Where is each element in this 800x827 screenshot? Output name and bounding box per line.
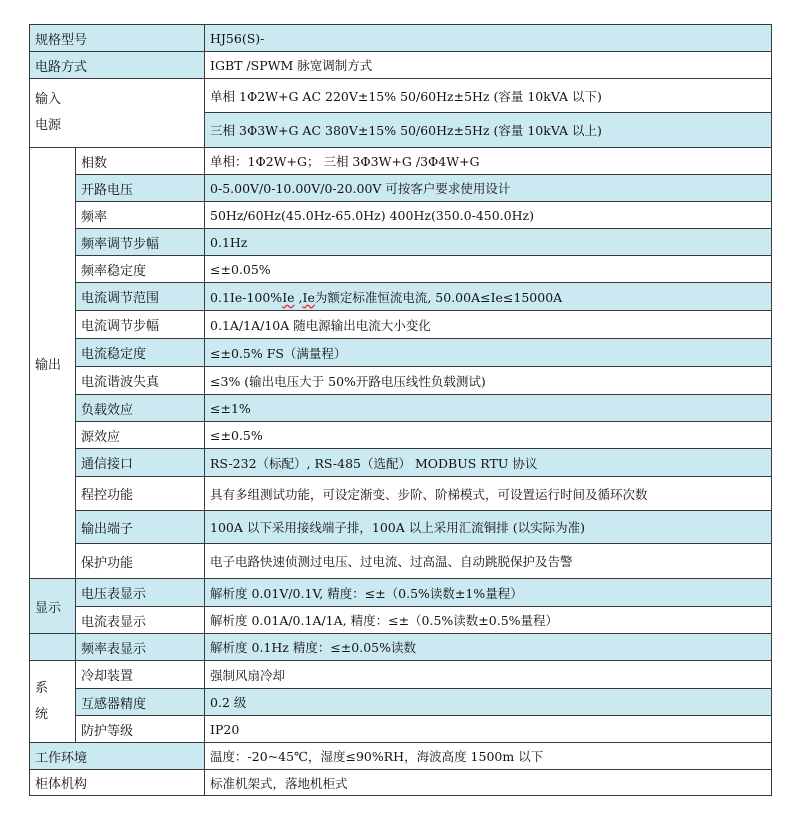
environment-label: 工作环境: [30, 743, 205, 770]
current-range-text: 0.1Ie-100%: [210, 289, 283, 305]
model-value: HJ56(S)-: [205, 25, 772, 52]
output-item-label: 通信接口: [76, 449, 205, 477]
table-row: [30, 607, 772, 634]
output-item-value: 0.1A/1A/10A 随电源输出电流大小变化: [205, 311, 772, 339]
output-item-value: 电子电路快速侦测过电压、过电流、过高温、自动跳脱保护及告警: [205, 544, 772, 579]
input-power-label: [30, 79, 205, 148]
table-row: [30, 311, 772, 339]
current-range-text: ,: [294, 289, 303, 305]
output-item-value: ≤±1%: [205, 395, 772, 422]
circuit-value: IGBT /SPWM 脉宽调制方式: [205, 52, 772, 79]
output-item-label: 保护功能: [76, 544, 205, 579]
display-item-label: 电流表显示: [76, 607, 205, 634]
display-item-value: 解析度 0.1Hz 精度：≤±0.05%读数: [205, 634, 772, 661]
output-item-label: 频率稳定度: [76, 256, 205, 283]
output-item-value: 100A 以下采用接线端子排，100A 以上采用汇流铜排 (以实际为准): [205, 511, 772, 544]
table-row: [30, 544, 772, 579]
output-item-label: 电流调节范围: [76, 283, 205, 311]
input-single-phase: 单相 1Φ2W+G AC 220V±15% 50/60Hz±5Hz (容量 10kVA 以下): [205, 79, 772, 113]
table-row: [30, 52, 772, 79]
output-item-value: [205, 283, 772, 311]
table-row: [30, 148, 772, 175]
output-item-value: ≤±0.5% FS（满量程）: [205, 339, 772, 367]
display-item-label: 频率表显示: [76, 634, 205, 661]
output-item-label: 程控功能: [76, 477, 205, 511]
model-label: 规格型号: [30, 25, 205, 52]
table-row: [30, 661, 772, 689]
output-item-label: 电流稳定度: [76, 339, 205, 367]
output-item-label: 相数: [76, 148, 205, 175]
table-row: [30, 634, 772, 661]
output-item-value: 0-5.00V/0-10.00V/0-20.00V 可按客户要求使用设计: [205, 175, 772, 202]
output-item-label: 源效应: [76, 422, 205, 449]
input-three-phase: 三相 3Φ3W+G AC 380V±15% 50/60Hz±5Hz (容量 10kVA 以上): [205, 113, 772, 148]
display-item-value: 解析度 0.01A/0.1A/1A, 精度：≤±（0.5%读数±0.5%量程）: [205, 607, 772, 634]
display-label: 显示: [30, 579, 76, 634]
current-range-text: 为额定标准恒流电流, 50.00A≤Ie≤15000A: [314, 289, 563, 305]
table-row: [30, 395, 772, 422]
display-item-value: 解析度 0.01V/0.1V, 精度：≤±（0.5%读数±1%量程）: [205, 579, 772, 607]
system-label-line2: 统: [35, 706, 49, 722]
system-item-label: 冷却装置: [76, 661, 205, 689]
display-item-label: 电压表显示: [76, 579, 205, 607]
output-item-label: 电流调节步幅: [76, 311, 205, 339]
output-item-value: ≤±0.05%: [205, 256, 772, 283]
output-item-value: ≤±0.5%: [205, 422, 772, 449]
table-row: [30, 743, 772, 770]
output-item-label: 频率: [76, 202, 205, 229]
table-row: [30, 367, 772, 395]
system-label: [30, 661, 76, 743]
system-label-line1: 系: [35, 680, 49, 696]
table-row: [30, 449, 772, 477]
output-item-label: 开路电压: [76, 175, 205, 202]
output-item-label: 输出端子: [76, 511, 205, 544]
output-label: 输出: [30, 148, 76, 579]
table-row: [30, 770, 772, 796]
cabinet-value: 标准机架式，落地机柜式: [205, 770, 772, 796]
output-item-label: 频率调节步幅: [76, 229, 205, 256]
output-item-value: 50Hz/60Hz(45.0Hz-65.0Hz) 400Hz(350.0-450.0Hz): [205, 202, 772, 229]
system-item-value: 0.2 级: [205, 689, 772, 716]
table-row: [30, 256, 772, 283]
table-row: [30, 283, 772, 311]
table-row: [30, 477, 772, 511]
circuit-label: 电路方式: [30, 52, 205, 79]
table-row: [30, 689, 772, 716]
system-item-label: 防护等级: [76, 716, 205, 743]
spec-table: [29, 24, 772, 796]
output-item-value: 具有多组测试功能，可设定渐变、步阶、阶梯模式，可设置运行时间及循环次数: [205, 477, 772, 511]
table-row: [30, 511, 772, 544]
input-label-line2: 电源: [35, 118, 62, 133]
output-item-label: 电流谐波失真: [76, 367, 205, 395]
display-empty-cell: [30, 634, 76, 661]
output-item-value: RS-232（标配）, RS-485（选配） MODBUS RTU 协议: [205, 449, 772, 477]
output-item-value: ≤3% (输出电压大于 50%开路电压线性负载测试): [205, 367, 772, 395]
table-row: [30, 25, 772, 52]
table-row: [30, 339, 772, 367]
current-range-ie: Ie: [282, 289, 295, 305]
table-row: [30, 79, 772, 113]
table-row: [30, 202, 772, 229]
system-item-label: 互感器精度: [76, 689, 205, 716]
system-item-value: IP20: [205, 716, 772, 743]
output-item-value: 单相：1Φ2W+G； 三相 3Φ3W+G /3Φ4W+G: [205, 148, 772, 175]
cabinet-label: 柜体机构: [30, 770, 205, 796]
current-range-ie: Ie: [302, 289, 315, 305]
table-row: [30, 422, 772, 449]
environment-value: 温度：-20~45℃，湿度≤90%RH，海波高度 1500m 以下: [205, 743, 772, 770]
output-item-label: 负载效应: [76, 395, 205, 422]
table-row: [30, 716, 772, 743]
table-row: [30, 175, 772, 202]
input-label-line1: 输入: [35, 92, 62, 107]
table-row: [30, 579, 772, 607]
table-row: [30, 229, 772, 256]
output-item-value: 0.1Hz: [205, 229, 772, 256]
system-item-value: 强制风扇冷却: [205, 661, 772, 689]
